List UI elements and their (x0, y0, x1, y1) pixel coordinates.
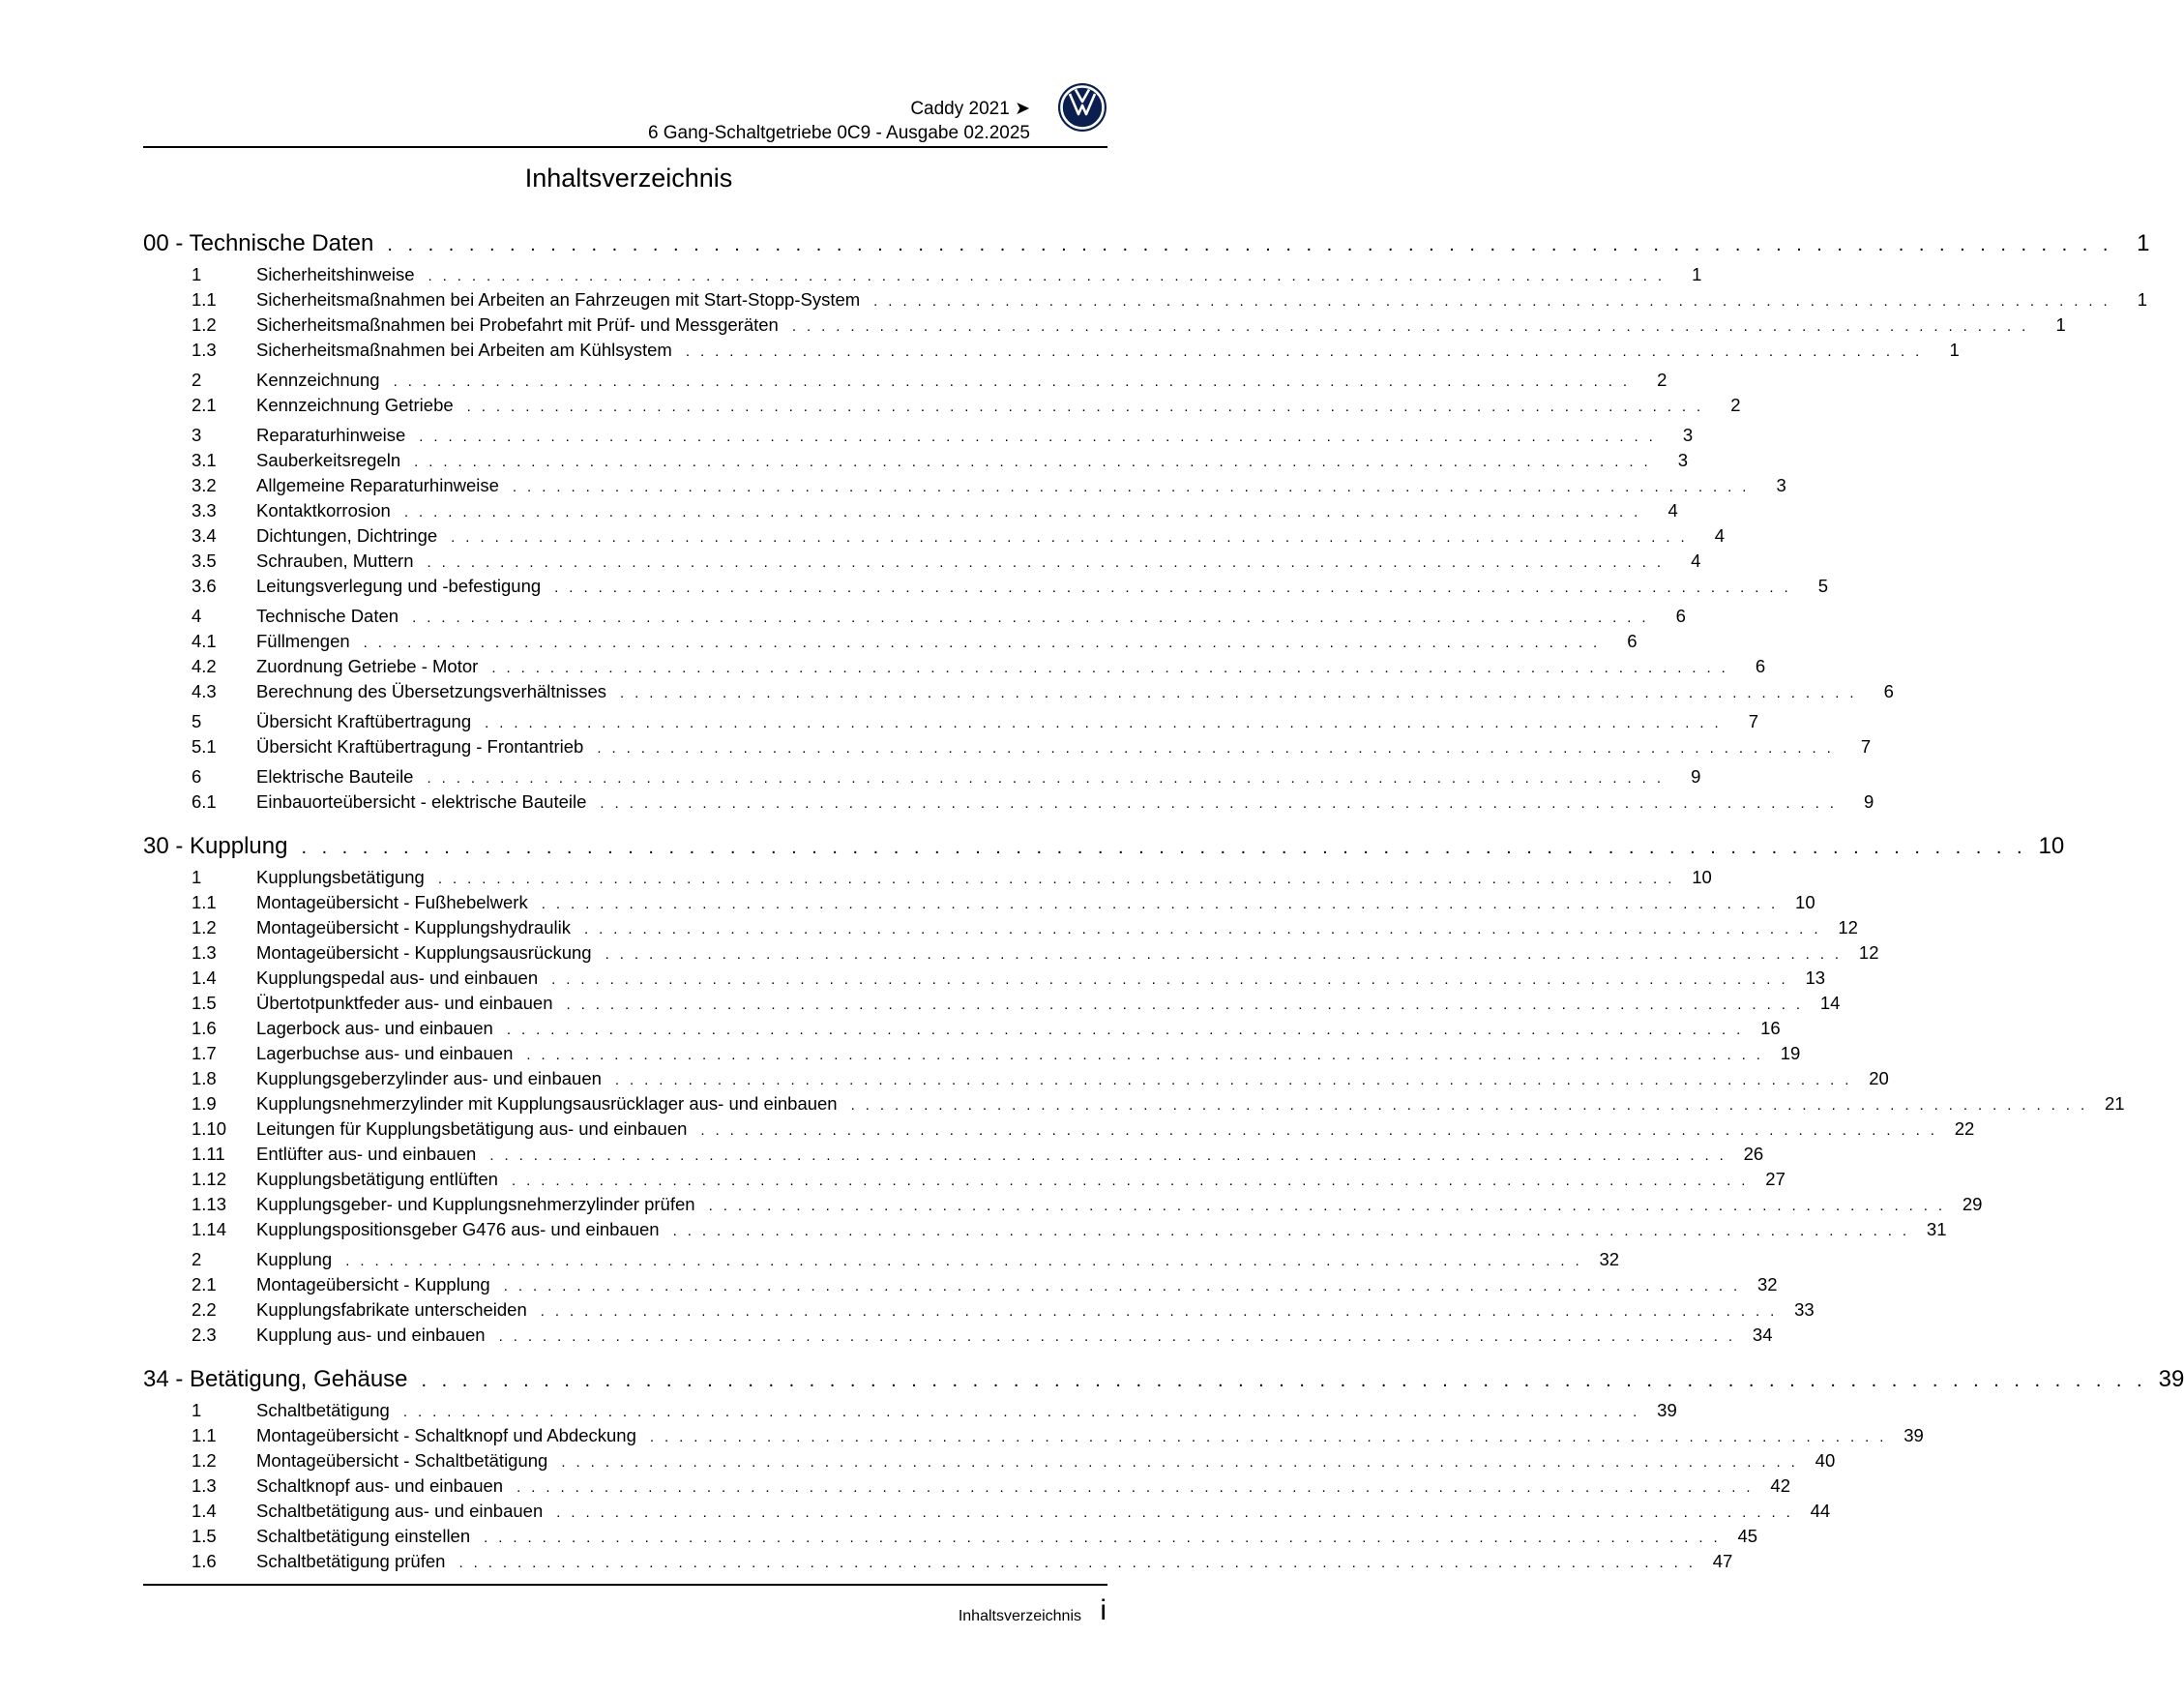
toc-subsection[interactable] (143, 1274, 1778, 1299)
toc-title: Schaltbetätigung prüfen (256, 1551, 446, 1571)
toc-subsection[interactable] (143, 993, 1841, 1018)
toc-number: 5.1 (192, 736, 217, 757)
toc-section[interactable] (143, 370, 1668, 395)
toc-title: Kontaktkorrosion (256, 500, 391, 521)
toc-leader-dots: . . . . . . . . . . . . . . . . . . . . . . . . . . . . . . . . . . . . . . . . . . . . . . . . . . . . . . . . . . . . . . . . . . . . . . . . . . . . . . . . . . . . . (489, 1147, 1727, 1164)
toc-number: 6.1 (192, 791, 217, 812)
toc-leader-dots: . . . . . . . . . . . . . . . . . . . . . . . . . . . . . . . . . . . . . . . . . . . . . . . . . . . . . . . . . . . . . . . . . . . . . . . . . . . . . . . . . . . . . (526, 1047, 1764, 1063)
toc-leader-dots: . . . . . . . . . . . . . . . . . . . . . . . . . . . . . . . . . . . . . . . . . . . . . . . . . . . . . . . . . . . . . . . . . . . . . . . . . . . . . . . . . . . . . (419, 429, 1657, 445)
toc-leader-dots: . . . . . . . . . . . . . . . . . . . . . . . . . . . . . . . . . . . . . . . . . . . . . . . . . . . . . . . . . . . . . . . . . . . . . . . . . . . . . . . . . . . . . (503, 1278, 1741, 1294)
toc-leader-dots: . . . . . . . . . . . . . . . . . . . . . . . . . . . . . . . . . . . . . . . . . . . . . . . . . . . . . . . . . . . . . . . . . . . . . . . . . . . . . . . . . . . . . (850, 1097, 2088, 1114)
toc-number: 3.4 (192, 525, 217, 546)
toc-page-number: 19 (1780, 1043, 1801, 1063)
toc-number: 1.12 (192, 1169, 227, 1189)
toc-leader-dots: . . . . . . . . . . . . . . . . . . . . . . . . . . . . . . . . . . . . . . . . . . . . . . . . . . . . . . . . . . . . . . . . . . . . . . . . . . . . . . . . . . . . . (791, 318, 2029, 335)
toc-page-number: 1 (1692, 264, 1702, 284)
toc-page-number: 44 (1810, 1501, 1831, 1521)
toc-leader-dots: . . . . . . . . . . . . . . . . . . . . . . . . . . . . . . . . . . . . . . . . . . . . . . . . . . . . . . . . . . . . . . . . . . . . . . . . . . . . . . . . . . . . . (597, 740, 1835, 757)
toc-page-number: 39 (2158, 1366, 2184, 1392)
toc-title: Kennzeichnung (256, 370, 380, 390)
toc-page-number: 14 (1819, 993, 1841, 1013)
toc-subsection[interactable] (143, 1551, 1733, 1576)
toc-page-number: 16 (1760, 1018, 1781, 1038)
toc-number: 1.6 (192, 1551, 217, 1571)
toc-subsection[interactable] (143, 1018, 1781, 1043)
toc-number: 4.3 (192, 681, 217, 701)
toc-subsection[interactable] (143, 791, 1874, 817)
footer-divider (143, 1584, 1107, 1586)
toc-number: 1.2 (192, 1450, 217, 1471)
toc-leader-dots: . . . . . . . . . . . . . . . . . . . . . . . . . . . . . . . . . . . . . . . . . . . . . . . . . . . . . . . . . . . . . . . . . . . . . . . . . . . . . . . . . . . . . (428, 268, 1666, 284)
toc-title: Kupplungsnehmerzylinder mit Kupplungsausrücklager aus- und einbauen (256, 1093, 838, 1114)
toc-subsection[interactable] (143, 942, 1879, 967)
toc-number: 1.1 (192, 892, 217, 912)
toc-leader-dots: . . . . . . . . . . . . . . . . . . . . . . . . . . . . . . . . . . . . . . . . . . . . . . . . . . . . . . . . . . . . . . . . . . . . . . . . . . . . . . . . . . . . . (700, 1122, 1938, 1139)
toc-title: Kupplungsgeberzylinder aus- und einbauen (256, 1068, 602, 1088)
toc-title: Sicherheitsmaßnahmen bei Probefahrt mit Prüf- und Messgeräten (256, 314, 779, 335)
page-title: Inhaltsverzeichnis (524, 164, 733, 193)
toc-title: Kupplung (256, 1249, 333, 1269)
toc-number: 1 (192, 867, 202, 887)
toc-subsection[interactable] (143, 1219, 1947, 1244)
toc-title: 00 - Technische Daten (143, 230, 374, 256)
toc-leader-dots: . . . . . . . . . . . . . . . . . . . . . . . . . . . . . . . . . . . . . . . . . . . . . . . . . . . . . . . . . . . . . . . . . . . . . . . . . . . . . . . . . . . . . (685, 343, 1923, 360)
toc-subsection[interactable] (143, 1169, 1786, 1194)
toc-title: Zuordnung Getriebe - Motor (256, 656, 479, 676)
toc-leader-dots: . . . . . . . . . . . . . . . . . . . . . . . . . . . . . . . . . . . . . . . . . . . . . . . . . . . . . . . . . . . . . . . . . . . . . . . . . . . . . . . . . . . . . (506, 1022, 1744, 1038)
toc-title: Schaltbetätigung einstellen (256, 1526, 471, 1546)
toc-page-number: 3 (1677, 450, 1689, 470)
toc-page-number: 6 (1627, 631, 1638, 651)
toc-subsection[interactable] (143, 395, 1741, 420)
toc-title: Leitungsverlegung und -befestigung (256, 576, 542, 596)
toc-title: Schaltbetätigung (256, 1400, 390, 1420)
toc-title: 30 - Kupplung (143, 833, 288, 859)
toc-section[interactable] (143, 606, 1686, 631)
toc-title: Montageübersicht - Kupplung (256, 1274, 490, 1294)
toc-title: Lagerbock aus- und einbauen (256, 1018, 493, 1038)
toc-leader-dots: . . . . . . . . . . . . . . . . . . . . . . . . . . . . . . . . . . . . . . . . . . . . . . . . . . . . . . . . . . . . . . . . . . . . . . . . . . . . . . . . . . . . . (551, 971, 1789, 988)
toc-title: Schrauben, Muttern (256, 550, 414, 571)
toc-number: 4.2 (192, 656, 217, 676)
toc-leader-dots: . . . . . . . . . . . . . . . . . . . . . . . . . . . . . . . . . . . . . . . . . . . . . . . . . . . . . . . . . . . . . . . . . . . . . . . . . . . . . . . . . . . . . (466, 399, 1704, 415)
toc-page-number: 1 (2137, 230, 2150, 256)
toc-number: 4 (192, 606, 202, 626)
toc-page-number: 34 (1752, 1324, 1773, 1345)
toc-leader-dots: . . . . . . . . . . . . . . . . . . . . . . . . . . . . . . . . . . . . . . . . . . . . . . . . . . . . . . . . . . . . . . . . . . . . . . . . . . . . . . . . . . . . . (583, 921, 1821, 937)
toc-title: Kupplungspositionsgeber G476 aus- und einbauen (256, 1219, 660, 1239)
toc-leader-dots: . . . . . . . . . . . . . . . . . . . . . . . . . . . . . . . . . . . . . . . . . . . . . . . . . . . . . . . . . . . . . . . . . . . . . . . . . . . . . . . . . . . . . (873, 293, 2111, 310)
toc-number: 1.3 (192, 340, 217, 360)
toc-title: Montageübersicht - Schaltbetätigung (256, 1450, 548, 1471)
toc-leader-dots: . . . . . . . . . . . . . . . . . . . . . . . . . . . . . . . . . . . . . . . . . . . . . . . . . . . . . . . . . . . . . . . . . . . . . . . . . . . . . . . . . . . . . (301, 837, 2027, 858)
footer-label: Inhaltsverzeichnis (958, 1608, 1081, 1624)
toc-title: Dichtungen, Dichtringe (256, 525, 438, 546)
toc-title: 34 - Betätigung, Gehäuse (143, 1366, 408, 1392)
toc-leader-dots: . . . . . . . . . . . . . . . . . . . . . . . . . . . . . . . . . . . . . . . . . . . . . . . . . . . . . . . . . . . . . . . . . . . . . . . . . . . . . . . . . . . . . (516, 1479, 1754, 1496)
toc-title: Einbauorteübersicht - elektrische Bauteile (256, 791, 587, 812)
toc-subsection[interactable] (143, 1526, 1758, 1551)
toc-leader-dots: . . . . . . . . . . . . . . . . . . . . . . . . . . . . . . . . . . . . . . . . . . . . . . . . . . . . . . . . . . . . . . . . . . . . . . . . . . . . . . . . . . . . . (485, 715, 1723, 731)
toc-title: Montageübersicht - Fußhebelwerk (256, 892, 528, 912)
toc-number: 2 (192, 370, 202, 390)
header-divider (143, 146, 1107, 148)
toc-title: Sicherheitshinweise (256, 264, 415, 284)
toc-number: 1 (192, 1400, 202, 1420)
toc-page-number: 12 (1838, 917, 1858, 937)
toc-subsection[interactable] (143, 681, 1894, 706)
toc-chapter[interactable] (143, 1361, 2184, 1400)
toc-leader-dots: . . . . . . . . . . . . . . . . . . . . . . . . . . . . . . . . . . . . . . . . . . . . . . . . . . . . . . . . . . . . . . . . . . . . . . . . . . . . . . . . . . . . . (511, 1173, 1749, 1189)
toc-leader-dots: . . . . . . . . . . . . . . . . . . . . . . . . . . . . . . . . . . . . . . . . . . . . . . . . . . . . . . . . . . . . . . . . . . . . . . . . . . . . . . . . . . . . . (393, 373, 1631, 390)
toc-page-number: 13 (1805, 967, 1826, 988)
toc-leader-dots: . . . . . . . . . . . . . . . . . . . . . . . . . . . . . . . . . . . . . . . . . . . . . . . . . . . . . . . . . . . . . . . . . . . . . . . . . . . . . . . . . . . . . (421, 1370, 2147, 1391)
toc-leader-dots: . . . . . . . . . . . . . . . . . . . . . . . . . . . . . . . . . . . . . . . . . . . . . . . . . . . . . . . . . . . . . . . . . . . . . . . . . . . . . . . . . . . . . (414, 454, 1652, 470)
toc-leader-dots: . . . . . . . . . . . . . . . . . . . . . . . . . . . . . . . . . . . . . . . . . . . . . . . . . . . . . . . . . . . . . . . . . . . . . . . . . . . . . . . . . . . . . (566, 997, 1804, 1013)
toc-page-number: 27 (1765, 1169, 1786, 1189)
toc-leader-dots: . . . . . . . . . . . . . . . . . . . . . . . . . . . . . . . . . . . . . . . . . . . . . . . . . . . . . . . . . . . . . . . . . . . . . . . . . . . . . . . . . . . . . (605, 946, 1843, 963)
toc-number: 3.3 (192, 500, 217, 521)
toc-title: Reparaturhinweise (256, 425, 406, 445)
toc-page-number: 2 (1730, 395, 1741, 415)
toc-subsection[interactable] (143, 736, 1872, 761)
toc-number: 1.5 (192, 993, 217, 1013)
toc-leader-dots: . . . . . . . . . . . . . . . . . . . . . . . . . . . . . . . . . . . . . . . . . . . . . . . . . . . . . . . . . . . . . . . . . . . . . . . . . . . . . . . . . . . . . (620, 685, 1857, 701)
toc-page-number: 10 (2038, 833, 2065, 859)
toc-page-number: 42 (1770, 1475, 1790, 1496)
toc-number: 1.1 (192, 1425, 217, 1445)
toc-page-number: 22 (1954, 1118, 1975, 1139)
toc-number: 5 (192, 711, 202, 731)
toc-subsection[interactable] (143, 656, 1766, 681)
toc-subsection[interactable] (143, 967, 1826, 993)
toc-leader-dots: . . . . . . . . . . . . . . . . . . . . . . . . . . . . . . . . . . . . . . . . . . . . . . . . . . . . . . . . . . . . . . . . . . . . . . . . . . . . . . . . . . . . . (403, 504, 1641, 521)
toc-title: Kupplung aus- und einbauen (256, 1324, 486, 1345)
toc-leader-dots: . . . . . . . . . . . . . . . . . . . . . . . . . . . . . . . . . . . . . . . . . . . . . . . . . . . . . . . . . . . . . . . . . . . . . . . . . . . . . . . . . . . . . (498, 1328, 1736, 1345)
toc-title: Montageübersicht - Schaltknopf und Abdeckung (256, 1425, 636, 1445)
toc-number: 1.10 (192, 1118, 227, 1139)
toc-page-number: 6 (1675, 606, 1686, 626)
toc-section[interactable] (143, 425, 1694, 450)
toc-number: 1.14 (192, 1219, 227, 1239)
toc-number: 2.2 (192, 1299, 217, 1320)
toc-subsection[interactable] (143, 1118, 1975, 1144)
toc-leader-dots: . . . . . . . . . . . . . . . . . . . . . . . . . . . . . . . . . . . . . . . . . . . . . . . . . . . . . . . . . . . . . . . . . . . . . . . . . . . . . . . . . . . . . (402, 1404, 1640, 1420)
toc-number: 4.1 (192, 631, 217, 651)
toc-page-number: 32 (1757, 1274, 1778, 1294)
toc-section[interactable] (143, 1249, 1620, 1274)
toc-number: 1.3 (192, 942, 217, 963)
toc-title: Sicherheitsmaßnahmen bei Arbeiten an Fahrzeugen mit Start-Stopp-System (256, 289, 861, 310)
toc-subsection[interactable] (143, 1068, 1889, 1093)
toc-number: 6 (192, 766, 202, 787)
toc-subsection[interactable] (143, 1043, 1801, 1068)
toc-page-number: 5 (1817, 576, 1829, 596)
vw-logo-icon (1057, 82, 1107, 133)
toc-subsection[interactable] (143, 450, 1689, 475)
toc-title: Kupplungsgeber- und Kupplungsnehmerzylinder prüfen (256, 1194, 695, 1214)
toc-number: 3.6 (192, 576, 217, 596)
toc-title: Schaltknopf aus- und einbauen (256, 1475, 504, 1496)
toc-page-number: 7 (1860, 736, 1872, 757)
toc-section[interactable] (143, 766, 1701, 791)
toc-section[interactable] (143, 264, 1702, 289)
toc-leader-dots: . . . . . . . . . . . . . . . . . . . . . . . . . . . . . . . . . . . . . . . . . . . . . . . . . . . . . . . . . . . . . . . . . . . . . . . . . . . . . . . . . . . . . (614, 1072, 1852, 1088)
toc-page-number: 33 (1794, 1299, 1815, 1320)
toc-subsection[interactable] (143, 550, 1701, 576)
toc-title: Kupplungspedal aus- und einbauen (256, 967, 539, 988)
toc-leader-dots: . . . . . . . . . . . . . . . . . . . . . . . . . . . . . . . . . . . . . . . . . . . . . . . . . . . . . . . . . . . . . . . . . . . . . . . . . . . . . . . . . . . . . (412, 610, 1649, 626)
toc-section[interactable] (143, 711, 1759, 736)
toc-subsection[interactable] (143, 917, 1858, 942)
toc-page-number: 6 (1883, 681, 1894, 701)
toc-title: Schaltbetätigung aus- und einbauen (256, 1501, 544, 1521)
toc-number: 1.11 (192, 1144, 225, 1164)
toc-page-number: 6 (1755, 656, 1766, 676)
toc-page-number: 10 (1692, 867, 1712, 887)
toc-title: Lagerbuchse aus- und einbauen (256, 1043, 514, 1063)
toc-title: Berechnung des Übersetzungsverhältnisses (256, 681, 606, 701)
toc-subsection[interactable] (143, 475, 1786, 500)
toc-page-number: 3 (1776, 475, 1786, 495)
toc-title: Übersicht Kraftübertragung - Frontantrieb (256, 736, 584, 757)
toc-title: Kupplungsbetätigung (256, 867, 425, 887)
toc-subsection[interactable] (143, 576, 1829, 601)
toc-subsection[interactable] (143, 314, 2066, 340)
toc-page-number: 21 (2104, 1093, 2125, 1114)
toc-title: Elektrische Bauteile (256, 766, 414, 787)
toc-number: 2.1 (192, 1274, 217, 1294)
toc-page-number: 32 (1599, 1249, 1620, 1269)
toc-page-number: 3 (1682, 425, 1694, 445)
toc-subsection[interactable] (143, 1425, 1924, 1450)
toc-leader-dots: . . . . . . . . . . . . . . . . . . . . . . . . . . . . . . . . . . . . . . . . . . . . . . . . . . . . . . . . . . . . . . . . . . . . . . . . . . . . . . . . . . . . . (541, 896, 1779, 912)
toc-leader-dots: . . . . . . . . . . . . . . . . . . . . . . . . . . . . . . . . . . . . . . . . . . . . . . . . . . . . . . . . . . . . . . . . . . . . . . . . . . . . . . . . . . . . . (458, 1555, 1697, 1571)
toc-subsection[interactable] (143, 1450, 1836, 1475)
toc-title: Kennzeichnung Getriebe (256, 395, 454, 415)
toc-number: 1.4 (192, 1501, 217, 1521)
toc-page-number: 4 (1714, 525, 1726, 546)
toc-leader-dots: . . . . . . . . . . . . . . . . . . . . . . . . . . . . . . . . . . . . . . . . . . . . . . . . . . . . . . . . . . . . . . . . . . . . . . . . . . . . . . . . . . . . . (387, 234, 2113, 255)
toc-number: 1 (192, 264, 202, 284)
toc-page-number: 26 (1743, 1144, 1764, 1164)
toc-number: 1.2 (192, 917, 217, 937)
toc-title: Übersicht Kraftübertragung (256, 711, 472, 731)
footer-page-number: i (1100, 1594, 1107, 1626)
toc-leader-dots: . . . . . . . . . . . . . . . . . . . . . . . . . . . . . . . . . . . . . . . . . . . . . . . . . . . . . . . . . . . . . . . . . . . . . . . . . . . . . . . . . . . . . (345, 1253, 1583, 1269)
toc-page-number: 20 (1869, 1068, 1889, 1088)
table-of-contents (143, 225, 2184, 1576)
toc-leader-dots: . . . . . . . . . . . . . . . . . . . . . . . . . . . . . . . . . . . . . . . . . . . . . . . . . . . . . . . . . . . . . . . . . . . . . . . . . . . . . . . . . . . . . (672, 1223, 1910, 1239)
toc-number: 3.2 (192, 475, 217, 495)
toc-page-number: 29 (1962, 1194, 1983, 1214)
toc-page-number: 2 (1657, 370, 1668, 390)
toc-number: 3.5 (192, 550, 217, 571)
toc-subsection[interactable] (143, 1194, 1983, 1219)
toc-leader-dots: . . . . . . . . . . . . . . . . . . . . . . . . . . . . . . . . . . . . . . . . . . . . . . . . . . . . . . . . . . . . . . . . . . . . . . . . . . . . . . . . . . . . . (437, 871, 1675, 887)
toc-number: 1.8 (192, 1068, 217, 1088)
toc-subsection[interactable] (143, 525, 1726, 550)
toc-title: Technische Daten (256, 606, 399, 626)
toc-title: Kupplungsfabrikate unterscheiden (256, 1299, 527, 1320)
toc-leader-dots: . . . . . . . . . . . . . . . . . . . . . . . . . . . . . . . . . . . . . . . . . . . . . . . . . . . . . . . . . . . . . . . . . . . . . . . . . . . . . . . . . . . . . (540, 1303, 1778, 1320)
toc-number: 1.3 (192, 1475, 217, 1496)
toc-number: 1.7 (192, 1043, 217, 1063)
header-subtitle: 6 Gang-Schaltgetriebe 0C9 - Ausgabe 02.2025 (647, 123, 1030, 143)
toc-leader-dots: . . . . . . . . . . . . . . . . . . . . . . . . . . . . . . . . . . . . . . . . . . . . . . . . . . . . . . . . . . . . . . . . . . . . . . . . . . . . . . . . . . . . . (451, 529, 1689, 546)
toc-title: Allgemeine Reparaturhinweise (256, 475, 499, 495)
toc-subsection[interactable] (143, 1324, 1773, 1350)
toc-number: 1.1 (192, 289, 217, 310)
toc-leader-dots: . . . . . . . . . . . . . . . . . . . . . . . . . . . . . . . . . . . . . . . . . . . . . . . . . . . . . . . . . . . . . . . . . . . . . . . . . . . . . . . . . . . . . (600, 795, 1838, 812)
toc-title: Kupplungsbetätigung entlüften (256, 1169, 498, 1189)
toc-leader-dots: . . . . . . . . . . . . . . . . . . . . . . . . . . . . . . . . . . . . . . . . . . . . . . . . . . . . . . . . . . . . . . . . . . . . . . . . . . . . . . . . . . . . . (649, 1429, 1887, 1445)
toc-subsection[interactable] (143, 340, 1960, 365)
toc-title: Entlüfter aus- und einbauen (256, 1144, 477, 1164)
header-model: Caddy 2021 ➤ (910, 99, 1030, 119)
toc-page-number: 4 (1691, 550, 1701, 571)
toc-page-number: 4 (1668, 500, 1678, 521)
toc-page-number: 47 (1712, 1551, 1733, 1571)
toc-leader-dots: . . . . . . . . . . . . . . . . . . . . . . . . . . . . . . . . . . . . . . . . . . . . . . . . . . . . . . . . . . . . . . . . . . . . . . . . . . . . . . . . . . . . . (554, 580, 1792, 596)
toc-number: 1.5 (192, 1526, 217, 1546)
toc-leader-dots: . . . . . . . . . . . . . . . . . . . . . . . . . . . . . . . . . . . . . . . . . . . . . . . . . . . . . . . . . . . . . . . . . . . . . . . . . . . . . . . . . . . . . (363, 635, 1601, 651)
toc-page-number: 45 (1737, 1526, 1758, 1546)
toc-leader-dots: . . . . . . . . . . . . . . . . . . . . . . . . . . . . . . . . . . . . . . . . . . . . . . . . . . . . . . . . . . . . . . . . . . . . . . . . . . . . . . . . . . . . . (556, 1504, 1794, 1521)
toc-number: 3.1 (192, 450, 217, 470)
toc-number: 2.3 (192, 1324, 217, 1345)
toc-page-number: 10 (1795, 892, 1815, 912)
toc-title: Füllmengen (256, 631, 350, 651)
toc-page-number: 40 (1815, 1450, 1836, 1471)
toc-subsection[interactable] (143, 289, 2148, 314)
toc-title: Übertotpunktfeder aus- und einbauen (256, 993, 553, 1013)
toc-chapter[interactable] (143, 225, 2150, 264)
toc-number: 1.6 (192, 1018, 217, 1038)
toc-page-number: 1 (2055, 314, 2066, 335)
toc-leader-dots: . . . . . . . . . . . . . . . . . . . . . . . . . . . . . . . . . . . . . . . . . . . . . . . . . . . . . . . . . . . . . . . . . . . . . . . . . . . . . . . . . . . . . (427, 770, 1665, 787)
toc-subsection[interactable] (143, 631, 1638, 656)
toc-page-number: 9 (1864, 791, 1874, 812)
toc-page-number: 31 (1926, 1219, 1947, 1239)
toc-title: Sicherheitsmaßnahmen bei Arbeiten am Kühlsystem (256, 340, 672, 360)
toc-number: 1.9 (192, 1093, 217, 1114)
toc-number: 1.13 (192, 1194, 227, 1214)
toc-page-number: 39 (1657, 1400, 1677, 1420)
toc-number: 1.2 (192, 314, 217, 335)
toc-number: 3 (192, 425, 202, 445)
toc-section[interactable] (143, 867, 1712, 892)
toc-title: Montageübersicht - Kupplungshydraulik (256, 917, 571, 937)
toc-subsection[interactable] (143, 500, 1678, 525)
document-header (648, 97, 1030, 145)
toc-chapter[interactable] (143, 828, 2065, 867)
toc-subsection[interactable] (143, 1299, 1815, 1324)
toc-page-number: 7 (1748, 711, 1759, 731)
toc-leader-dots: . . . . . . . . . . . . . . . . . . . . . . . . . . . . . . . . . . . . . . . . . . . . . . . . . . . . . . . . . . . . . . . . . . . . . . . . . . . . . . . . . . . . . (484, 1530, 1722, 1546)
toc-number: 1.4 (192, 967, 217, 988)
toc-section[interactable] (143, 1400, 1677, 1425)
toc-leader-dots: . . . . . . . . . . . . . . . . . . . . . . . . . . . . . . . . . . . . . . . . . . . . . . . . . . . . . . . . . . . . . . . . . . . . . . . . . . . . . . . . . . . . . (491, 660, 1729, 676)
toc-subsection[interactable] (143, 1144, 1764, 1169)
toc-page-number: 39 (1904, 1425, 1924, 1445)
toc-page-number: 12 (1858, 942, 1879, 963)
toc-page-number: 9 (1691, 766, 1701, 787)
toc-subsection[interactable] (143, 1475, 1790, 1501)
toc-leader-dots: . . . . . . . . . . . . . . . . . . . . . . . . . . . . . . . . . . . . . . . . . . . . . . . . . . . . . . . . . . . . . . . . . . . . . . . . . . . . . . . . . . . . . (561, 1454, 1799, 1471)
toc-title: Leitungen für Kupplungsbetätigung aus- und einbauen (256, 1118, 688, 1139)
toc-page-number: 1 (2137, 289, 2148, 310)
toc-title: Sauberkeitsregeln (256, 450, 401, 470)
toc-leader-dots: . . . . . . . . . . . . . . . . . . . . . . . . . . . . . . . . . . . . . . . . . . . . . . . . . . . . . . . . . . . . . . . . . . . . . . . . . . . . . . . . . . . . . (512, 479, 1750, 495)
toc-subsection[interactable] (143, 1501, 1831, 1526)
toc-subsection[interactable] (143, 1093, 2125, 1118)
toc-number: 2 (192, 1249, 202, 1269)
toc-subsection[interactable] (143, 892, 1815, 917)
toc-leader-dots: . . . . . . . . . . . . . . . . . . . . . . . . . . . . . . . . . . . . . . . . . . . . . . . . . . . . . . . . . . . . . . . . . . . . . . . . . . . . . . . . . . . . . (708, 1198, 1946, 1214)
toc-page-number: 1 (1949, 340, 1960, 360)
toc-number: 2.1 (192, 395, 217, 415)
toc-leader-dots: . . . . . . . . . . . . . . . . . . . . . . . . . . . . . . . . . . . . . . . . . . . . . . . . . . . . . . . . . . . . . . . . . . . . . . . . . . . . . . . . . . . . . (427, 554, 1665, 571)
toc-title: Montageübersicht - Kupplungsausrückung (256, 942, 592, 963)
